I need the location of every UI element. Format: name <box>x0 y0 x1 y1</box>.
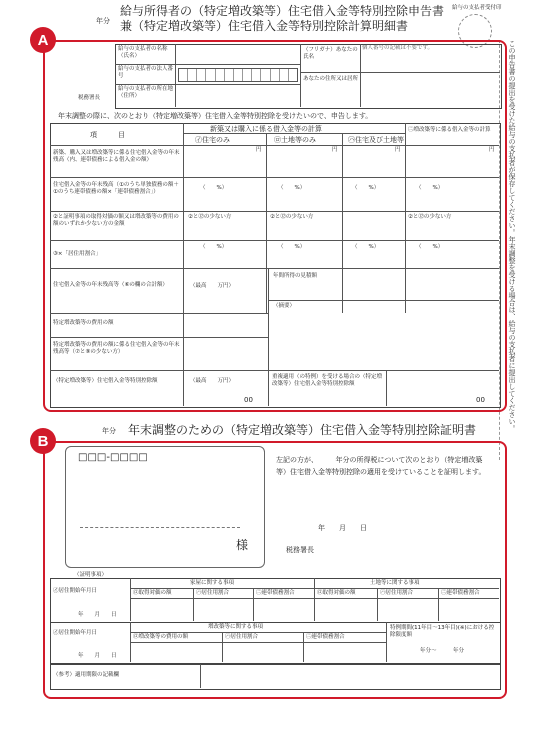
move-in-label: ㋑居住開始年月日 <box>53 588 98 594</box>
deduct-note: 重複適用（の特例）を受ける場合の（特定増改築等）住宅借入金等特別控除額 <box>272 374 383 387</box>
col-sub2: ㋺土地等のみ <box>274 136 316 144</box>
zero-1: 00 <box>244 396 253 404</box>
reno-use-ratio-label: ㋩居住用割合 <box>225 634 259 640</box>
cert-items-label: （証明事項） <box>74 572 108 578</box>
pct-r4c1: （ %） <box>200 244 228 250</box>
land-joint-ratio-label: ㊁連帯債務割合 <box>441 590 480 596</box>
cert-tax-office: 税務署長 <box>286 546 314 554</box>
land-cost-label: ㋺取得対価の額 <box>317 590 356 596</box>
address-label: あなたの住所又は居所 <box>303 76 359 82</box>
pct-r2c4: （ %） <box>416 185 444 191</box>
form-title-line2: 兼（特定増改築等）住宅借入金等特別控除計算明細書 <box>120 19 409 33</box>
reno-joint-ratio-label: ㊁連帯債務割合 <box>306 634 345 640</box>
applicant-name-field[interactable] <box>363 55 495 69</box>
less-of-c2: ②と⑫の少ない方 <box>270 214 314 220</box>
col-sub3: ㋩住宅及び土地等 <box>348 136 404 144</box>
zip-code: □□□-□□□□ <box>78 452 148 463</box>
employer-address-field[interactable] <box>178 87 296 103</box>
pct-r2c1: （ %） <box>200 185 228 191</box>
employer-name-field[interactable] <box>178 47 296 61</box>
footnote-label: （参考）適用期限の記載欄 <box>53 672 120 678</box>
remarks-label: （摘要） <box>273 303 296 309</box>
zero-2: 00 <box>476 396 485 404</box>
form-title-line1: 給与所得者の（特定増改築等）住宅借入金等特別控除申告書 <box>120 4 445 18</box>
less-of-c4: ②と⑫の少ない方 <box>408 214 452 220</box>
intro-text: 年末調整の際に、次のとおり（特定増改築等）住宅借入金等特別控除を受けたいので、申告します。 <box>58 112 373 120</box>
tax-office-label: 税務署長 <box>78 95 101 101</box>
max-label-1: （最高 万円） <box>190 283 235 289</box>
cert-title: 年末調整のための（特定増改築等）住宅借入金等特別控除証明書 <box>128 423 477 437</box>
col-sub4: ㊁増改築等に係る借入金等の計算 <box>408 127 491 133</box>
land-header: 土地等に関する事項 <box>370 580 420 586</box>
pct-r2c3: （ %） <box>352 185 380 191</box>
income-label: 年間所得の見積額 <box>273 273 318 279</box>
yen-r1c2: 円 <box>332 147 338 153</box>
special-year-range: 年分～ 年分 <box>420 648 465 654</box>
reno-cost-label: ㋺増改築等の費用の額 <box>133 634 189 640</box>
home-joint-ratio-label: ㊁連帯債務割合 <box>256 590 295 596</box>
less-of-c1: ②と⑫の少ない方 <box>188 214 232 220</box>
row-7-label: 特定増改築等の費用の額に係る住宅借入金等の年末残高等（⑦と⑨の少ない方） <box>53 342 180 355</box>
stamp-label: 給与の支払者受付印 <box>452 5 502 11</box>
reno-move-in-label: ㋑居住開始年月日 <box>53 630 98 636</box>
section-b-badge: B <box>30 428 56 454</box>
corp-number-label: 給与の支払者の法人番号 <box>118 66 174 79</box>
cert-year-suffix: 年分 <box>102 427 116 435</box>
row-1-label: 新築、購入又は増改築等に係る住宅借入金等の年末残高（内、連帯債務による借入金の額） <box>53 150 180 163</box>
pct-r4c3: （ %） <box>352 244 380 250</box>
row-3-label: ②と証明事項の取得対価の額又は増改築等の費用の額のいずれか少ない方の金額 <box>53 214 179 227</box>
col-item: 項 目 <box>90 131 125 139</box>
reno-move-in-date: 年 月 日 <box>78 653 117 659</box>
cert-date: 年 月 日 <box>318 524 367 532</box>
employer-address-label: 給与の支払者の所在地（住所） <box>118 86 174 99</box>
col-sub1: ㋑住宅のみ <box>195 136 230 144</box>
year-suffix: 年分 <box>96 17 110 25</box>
home-header: 家屋に関する事項 <box>190 580 235 586</box>
address-window <box>65 446 265 568</box>
land-use-ratio-label: ㋩居住用割合 <box>380 590 414 596</box>
note-top: 個人番号の記載は不要です。 <box>362 45 434 51</box>
pct-r4c4: （ %） <box>416 244 444 250</box>
move-in-date: 年 月 日 <box>78 612 117 618</box>
row-2-label: 住宅借入金等の年末残高（①のうち単独債務の額＋①のうち連帯債務の額×「連帯債務割合」） <box>53 182 179 195</box>
yen-r1c1: 円 <box>256 147 262 153</box>
corp-number-field[interactable] <box>178 68 298 82</box>
yen-r1c4: 円 <box>489 147 495 153</box>
employer-name-label: 給与の支払者の名称（氏名） <box>118 46 168 59</box>
pct-r2c2: （ %） <box>278 185 306 191</box>
pct-r4c2: （ %） <box>278 244 306 250</box>
furigana-label: （フリガナ）あなたの氏名 <box>303 47 358 60</box>
honorific-sama: 様 <box>236 538 249 552</box>
side-note: この申告書の提出を受けた給与の支払者が保存してください。年末調整を受ける場合は、給与の支払者に提出してください。 <box>508 40 516 432</box>
max-label-2: （最高 万円） <box>190 378 235 384</box>
special-period-label: 特例期間(11年目～13年目)(※)における控除限度額 <box>390 625 495 638</box>
section-a-badge: A <box>30 27 56 53</box>
cert-table-1 <box>50 578 501 623</box>
cert-text: 左記の方が、 年分の所得税について次のとおり（特定増改築等）住宅借入金等特別控除の適用を受けていることを証明します。 <box>276 456 486 476</box>
reno-header: 増改築等に関する事項 <box>208 624 264 630</box>
calc-table <box>50 123 501 408</box>
yen-r1c3: 円 <box>395 147 401 153</box>
applicant-address-field[interactable] <box>363 76 495 104</box>
col-new: 新築又は購入に係る借入金等の計算 <box>210 125 322 133</box>
home-use-ratio-label: ㋩居住用割合 <box>196 590 230 596</box>
row-8-label: （特定増改築等）住宅借入金等特別控除額 <box>53 378 158 384</box>
row-6-label: 特定増改築等の費用の額 <box>53 320 114 326</box>
home-cost-label: ㋺取得対価の額 <box>133 590 172 596</box>
row-5-label: 住宅借入金等の年末残高等（⑥の欄の合計額） <box>53 282 168 288</box>
row-4-label: ③×「居住用割合」 <box>53 251 102 257</box>
